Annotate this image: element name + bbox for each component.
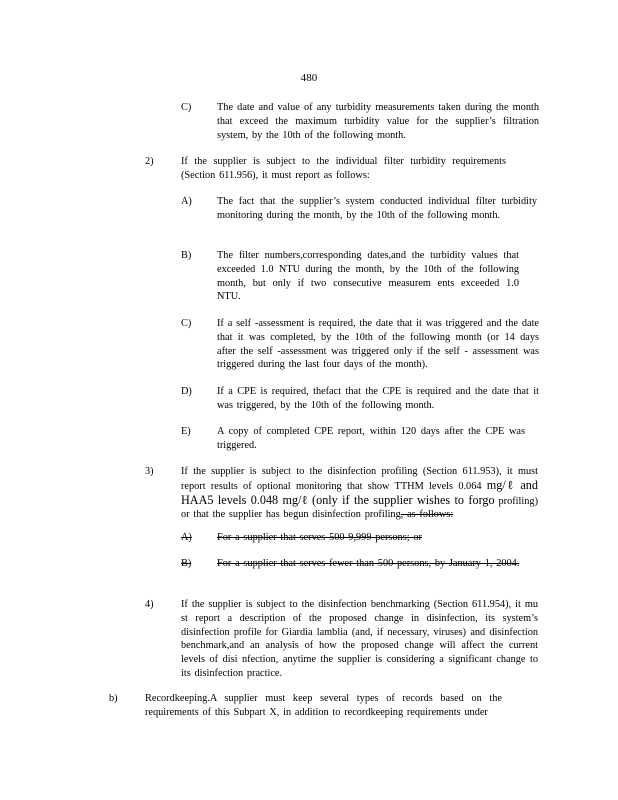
page-number: 480 <box>300 72 318 84</box>
profiling-text-part: profiling) or that the supplier has begun disinfection profiling <box>181 495 538 521</box>
paragraph-individual-filter-requirements: If the supplier is subject to the individual filter turbidity requirements (Section 611.956), it must report as follows: <box>181 156 506 181</box>
item-label: 2) <box>145 156 154 167</box>
paragraph-filter-numbers: The filter numbers,corresponding dates,and the turbidity values that exceeded 1.0 NTU during the month, by the 10th of the following month, but only if two consecutive measurem ents exceeded 1.0 NTU. <box>217 250 519 303</box>
paragraph-filter-monitoring-fact: The fact that the supplier’s system conducted individual filter turbidity monitoring during the month, by the 10th of the following month. <box>217 196 537 221</box>
paragraph-disinfection-profiling <box>181 465 538 522</box>
paragraph-cpe-report: A copy of completed CPE report, within 120 days after the CPE was triggered. <box>217 426 525 451</box>
paragraph-struck-serves-500: For a supplier that serves 500 9,999 persons; or <box>217 532 422 543</box>
item-label: E) <box>181 426 191 437</box>
item-label: b) <box>109 693 118 704</box>
item-label: C) <box>181 102 192 113</box>
item-label: C) <box>181 318 192 329</box>
item-label: A) <box>181 532 192 543</box>
paragraph-turbidity-exceedance: The date and value of any turbidity measurements taken during the month that exceed the maximum turbidity value for the supplier’s filtration system, by the 10th of the following month. <box>217 102 539 141</box>
paragraph-cpe-required: If a CPE is required, thefact that the CPE is required and the date that it was triggered, by the 10th of the following month. <box>217 386 539 411</box>
item-label: 3) <box>145 466 154 477</box>
item-label: A) <box>181 196 192 207</box>
paragraph-self-assessment: If a self -assessment is required, the date that it was triggered and the date that it was completed, by the 10th of the following month (or 14 days after the self -assessment was triggered only if the self - assessment was triggered during the last four days of the month). <box>217 318 539 371</box>
profiling-text-part: If the supplier is subject to the disinfection profiling (Section 611.953), it must report results of optional monitoring that show TTHM levels 0.064 <box>181 466 538 492</box>
item-label: D) <box>181 386 192 397</box>
profiling-text-part: mg/ℓ and HAA5 levels 0.048 mg/ℓ (only if the supplier wishes to forgo <box>181 477 538 507</box>
item-label: B) <box>181 250 192 261</box>
item-label: B) <box>181 558 192 569</box>
paragraph-disinfection-benchmarking: If the supplier is subject to the disinfection benchmarking (Section 611.954), it mu st report a description of the proposed change in disinfection, its system’s disinfection profile for Giardia lamblia (and, if necessary, viruses) and disinfection benchmark,and an analysis of how the proposed change will affect the current levels of disi nfection, anytime the supplier is considering a significant change to its disinfection practice. <box>181 599 538 679</box>
item-label: 4) <box>145 599 154 610</box>
paragraph-recordkeeping: Recordkeeping.A supplier must keep several types of records based on the requirements of this Subpart X, in addition to recordkeeping requirements under <box>145 693 502 718</box>
paragraph-struck-fewer-500: For a supplier that serves fewer than 500 persons, by January 1, 2004. <box>217 558 520 569</box>
struck-text: , as follows: <box>400 509 454 521</box>
